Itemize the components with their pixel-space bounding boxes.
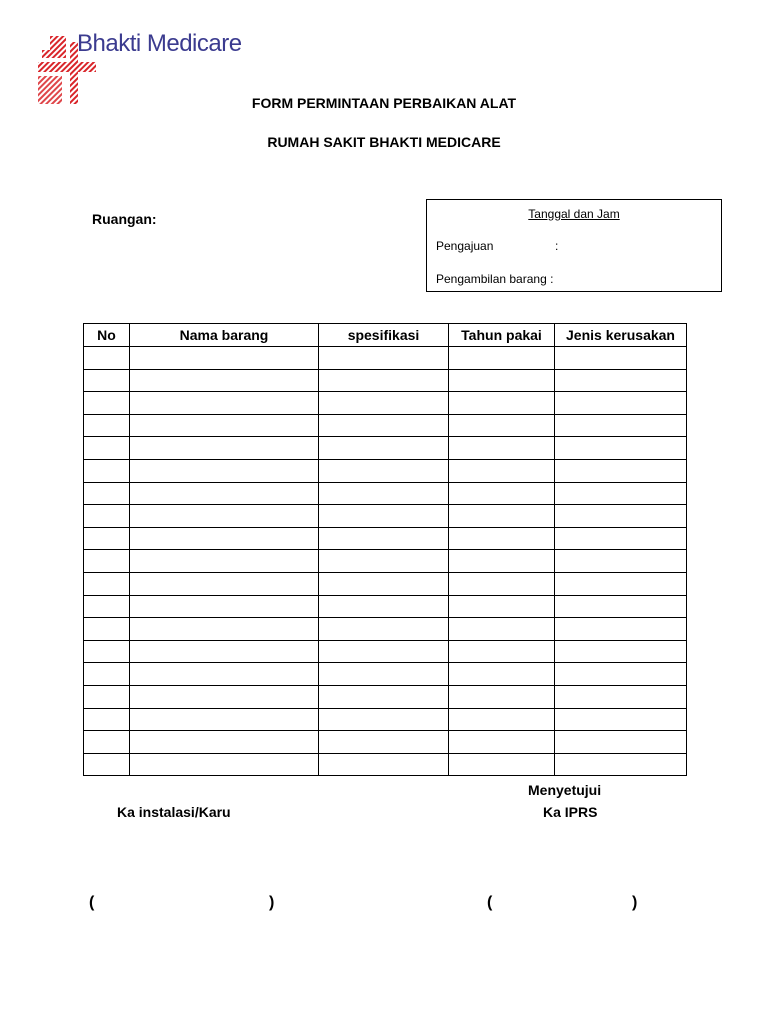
table-cell[interactable] xyxy=(130,708,319,731)
table-cell[interactable] xyxy=(319,663,449,686)
table-cell[interactable] xyxy=(555,595,687,618)
table-cell[interactable] xyxy=(130,595,319,618)
table-cell[interactable] xyxy=(319,640,449,663)
table-cell[interactable] xyxy=(449,685,555,708)
table-cell[interactable] xyxy=(84,640,130,663)
table-cell[interactable] xyxy=(319,595,449,618)
table-cell[interactable] xyxy=(319,482,449,505)
table-cell[interactable] xyxy=(130,640,319,663)
table-cell[interactable] xyxy=(84,459,130,482)
table-cell[interactable] xyxy=(130,482,319,505)
col-header-nama-barang: Nama barang xyxy=(130,324,319,347)
table-cell[interactable] xyxy=(130,753,319,776)
right-sign-close-paren: ) xyxy=(632,894,638,911)
date-time-box xyxy=(426,199,722,292)
table-cell[interactable] xyxy=(84,618,130,641)
table-cell[interactable] xyxy=(449,392,555,415)
table-cell[interactable] xyxy=(555,731,687,754)
table-cell[interactable] xyxy=(449,459,555,482)
table-cell[interactable] xyxy=(555,482,687,505)
table-cell[interactable] xyxy=(555,685,687,708)
table-cell[interactable] xyxy=(130,414,319,437)
table-cell[interactable] xyxy=(319,414,449,437)
table-cell[interactable] xyxy=(130,731,319,754)
table-cell[interactable] xyxy=(84,572,130,595)
table-cell[interactable] xyxy=(130,527,319,550)
table-cell[interactable] xyxy=(84,414,130,437)
table-cell[interactable] xyxy=(555,347,687,370)
table-row xyxy=(84,414,687,437)
table-cell[interactable] xyxy=(319,685,449,708)
logo-text: Bhakti Medicare xyxy=(77,30,242,57)
left-sign-close-paren: ) xyxy=(269,894,275,911)
table-cell[interactable] xyxy=(449,753,555,776)
table-cell[interactable] xyxy=(130,459,319,482)
approve-label: Menyetujui xyxy=(528,782,602,798)
pengajuan-colon: : xyxy=(555,239,559,253)
table-row xyxy=(84,572,687,595)
table-row xyxy=(84,437,687,460)
table-cell[interactable] xyxy=(555,753,687,776)
col-header-tahun-pakai: Tahun pakai xyxy=(449,324,555,347)
table-row xyxy=(84,708,687,731)
table-cell[interactable] xyxy=(319,505,449,528)
table-cell[interactable] xyxy=(130,369,319,392)
left-signatory-label: Ka instalasi/Karu xyxy=(117,804,231,820)
col-header-no: No xyxy=(84,324,130,347)
table-cell[interactable] xyxy=(84,392,130,415)
table-row xyxy=(84,640,687,663)
table-cell[interactable] xyxy=(449,595,555,618)
table-cell[interactable] xyxy=(319,753,449,776)
table-cell[interactable] xyxy=(449,505,555,528)
pengajuan-label: Pengajuan xyxy=(436,239,494,253)
table-cell[interactable] xyxy=(84,663,130,686)
table-cell[interactable] xyxy=(319,459,449,482)
table-cell[interactable] xyxy=(449,731,555,754)
table-cell[interactable] xyxy=(555,708,687,731)
table-cell[interactable] xyxy=(130,572,319,595)
table-cell[interactable] xyxy=(319,572,449,595)
table-cell[interactable] xyxy=(84,369,130,392)
table-cell[interactable] xyxy=(84,685,130,708)
table-cell[interactable] xyxy=(84,505,130,528)
table-cell[interactable] xyxy=(84,437,130,460)
table-cell[interactable] xyxy=(449,414,555,437)
hospital-name: RUMAH SAKIT BHAKTI MEDICARE xyxy=(267,134,501,150)
table-cell[interactable] xyxy=(449,618,555,641)
table-row xyxy=(84,392,687,415)
table-cell[interactable] xyxy=(130,347,319,370)
col-header-spesifikasi: spesifikasi xyxy=(319,324,449,347)
table-row xyxy=(84,459,687,482)
col-header-jenis-kerusakan: Jenis kerusakan xyxy=(555,324,687,347)
table-cell[interactable] xyxy=(84,527,130,550)
items-table xyxy=(83,323,687,776)
left-sign-open-paren: ( xyxy=(89,894,95,911)
right-sign-open-paren: ( xyxy=(487,894,493,911)
table-cell[interactable] xyxy=(84,550,130,573)
table-header-row xyxy=(84,324,687,347)
table-cell[interactable] xyxy=(130,618,319,641)
table-cell[interactable] xyxy=(449,640,555,663)
table-cell[interactable] xyxy=(130,663,319,686)
table-cell[interactable] xyxy=(555,414,687,437)
table-cell[interactable] xyxy=(319,527,449,550)
table-row xyxy=(84,369,687,392)
table-cell[interactable] xyxy=(84,731,130,754)
table-row xyxy=(84,753,687,776)
table-cell[interactable] xyxy=(319,369,449,392)
table-cell[interactable] xyxy=(449,572,555,595)
table-cell[interactable] xyxy=(555,572,687,595)
table-row xyxy=(84,347,687,370)
table-cell[interactable] xyxy=(555,663,687,686)
table-cell[interactable] xyxy=(319,618,449,641)
table-cell[interactable] xyxy=(84,347,130,370)
table-row xyxy=(84,505,687,528)
table-row xyxy=(84,595,687,618)
table-cell[interactable] xyxy=(319,347,449,370)
table-row xyxy=(84,527,687,550)
table-cell[interactable] xyxy=(84,753,130,776)
table-cell[interactable] xyxy=(555,392,687,415)
table-row xyxy=(84,731,687,754)
table-cell[interactable] xyxy=(130,685,319,708)
table-cell[interactable] xyxy=(319,708,449,731)
form-title: FORM PERMINTAAN PERBAIKAN ALAT xyxy=(251,95,517,111)
table-row xyxy=(84,685,687,708)
table-cell[interactable] xyxy=(130,437,319,460)
table-cell[interactable] xyxy=(555,505,687,528)
table-cell[interactable] xyxy=(449,550,555,573)
table-cell[interactable] xyxy=(84,482,130,505)
pengambilan-label: Pengambilan barang : xyxy=(436,272,554,286)
table-cell[interactable] xyxy=(130,392,319,415)
right-signatory-label: Ka IPRS xyxy=(543,804,598,820)
table-cell[interactable] xyxy=(319,437,449,460)
table-cell[interactable] xyxy=(555,640,687,663)
table-cell[interactable] xyxy=(319,550,449,573)
table-cell[interactable] xyxy=(84,708,130,731)
table-cell[interactable] xyxy=(449,347,555,370)
date-box-header: Tanggal dan Jam xyxy=(528,207,620,221)
table-cell[interactable] xyxy=(319,392,449,415)
table-cell[interactable] xyxy=(555,369,687,392)
table-cell[interactable] xyxy=(555,459,687,482)
table-cell[interactable] xyxy=(555,618,687,641)
table-cell[interactable] xyxy=(449,527,555,550)
table-cell[interactable] xyxy=(130,550,319,573)
table-cell[interactable] xyxy=(449,437,555,460)
table-row xyxy=(84,482,687,505)
table-row xyxy=(84,663,687,686)
table-cell[interactable] xyxy=(555,437,687,460)
table-row xyxy=(84,550,687,573)
ruangan-label: Ruangan: xyxy=(92,211,157,227)
table-cell[interactable] xyxy=(319,731,449,754)
table-cell[interactable] xyxy=(555,550,687,573)
table-cell[interactable] xyxy=(449,708,555,731)
table-cell[interactable] xyxy=(449,482,555,505)
table-cell[interactable] xyxy=(130,505,319,528)
table-cell[interactable] xyxy=(449,369,555,392)
table-cell[interactable] xyxy=(449,663,555,686)
table-row xyxy=(84,618,687,641)
table-cell[interactable] xyxy=(555,527,687,550)
table-cell[interactable] xyxy=(84,595,130,618)
